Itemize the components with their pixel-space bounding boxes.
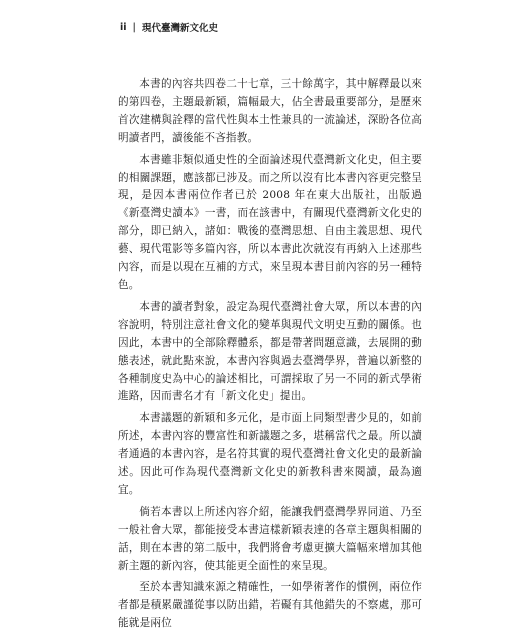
paragraph-6: 至於本書知識來源之精確性，一如學術著作的慣例，兩位作者都是積累嚴謹從事以防出錯，若礙有其他錯失的不察處，那可能就是兩位 [118,581,422,630]
paragraph-5: 倘若本書以上所述內容介紹，能讓我們臺灣學界同道、乃至一般社會大眾，都能接受本書這樣新穎表達的各章主題與相關的話，則在本書的第二版中，我們將會考慮更擴大篇幅來增加其他新主題的新內容，使其能更全面性的來呈現。 [118,505,422,572]
header-separator: | [132,21,136,33]
paragraph-1: 本書的內容共四卷二十七章，三十餘萬字，其中解釋最以來的第四卷，主題最新穎，篇幅最大，佔全書最重要部分，是歷來首次建構與詮釋的當代性與本土性兼具的一流論述，深盼各位高明讀者門，讀後能不吝指教。 [118,78,422,144]
body-text [118,76,422,637]
paragraph-3: 本書的讀者對象，設定為現代臺灣社會大眾，所以本書的內容說明，特別注意社會文化的變革與現代文明史互動的關係。也因此，本書中的全部除釋體系，都是帶著問題意識，去展開的動態表述，就此點來說，本書內容與過去臺灣學界，普遍以新整的各種制度史為中心的論述相比，可謂採取了另一不同的新式學術進路，因而書名才有「新文化史」提出。 [118,300,422,403]
page-folio: ii [120,21,127,33]
running-title: 現代臺灣新文化史 [142,23,219,34]
running-header [120,20,218,34]
paragraph-2: 本書雖非類似通史性的全面論述現代臺灣新文化史，但主要的相關課題，應該都已涉及。而之所以沒有比本書內容更完整呈現，是因本書兩位作者已於 2008 年在東大出版社，出版過《新臺灣史讀本》一書，而在該書中，有關現代臺灣新文化史的部分，即已納入，諸如：戰後的臺灣思想、自由主義思想、現代藝、現代電影等多篇內容，所以本書此次就沒有再納入上述那些內容，而是以現在互補的方式，來呈現本書目前內容的另一種特色。 [118,153,422,291]
paragraph-4: 本書議題的新穎和多元化，是市面上同類型書少見的，如前所述，本書內容的豐富性和新議題之多，堪稱當代之最。所以讀者通過的本書內容，是名符其實的現代臺灣社會文化史的最新論述。因此可作為現代臺灣新文化史的新教科書來閱讀，最為適宜。 [118,412,422,496]
